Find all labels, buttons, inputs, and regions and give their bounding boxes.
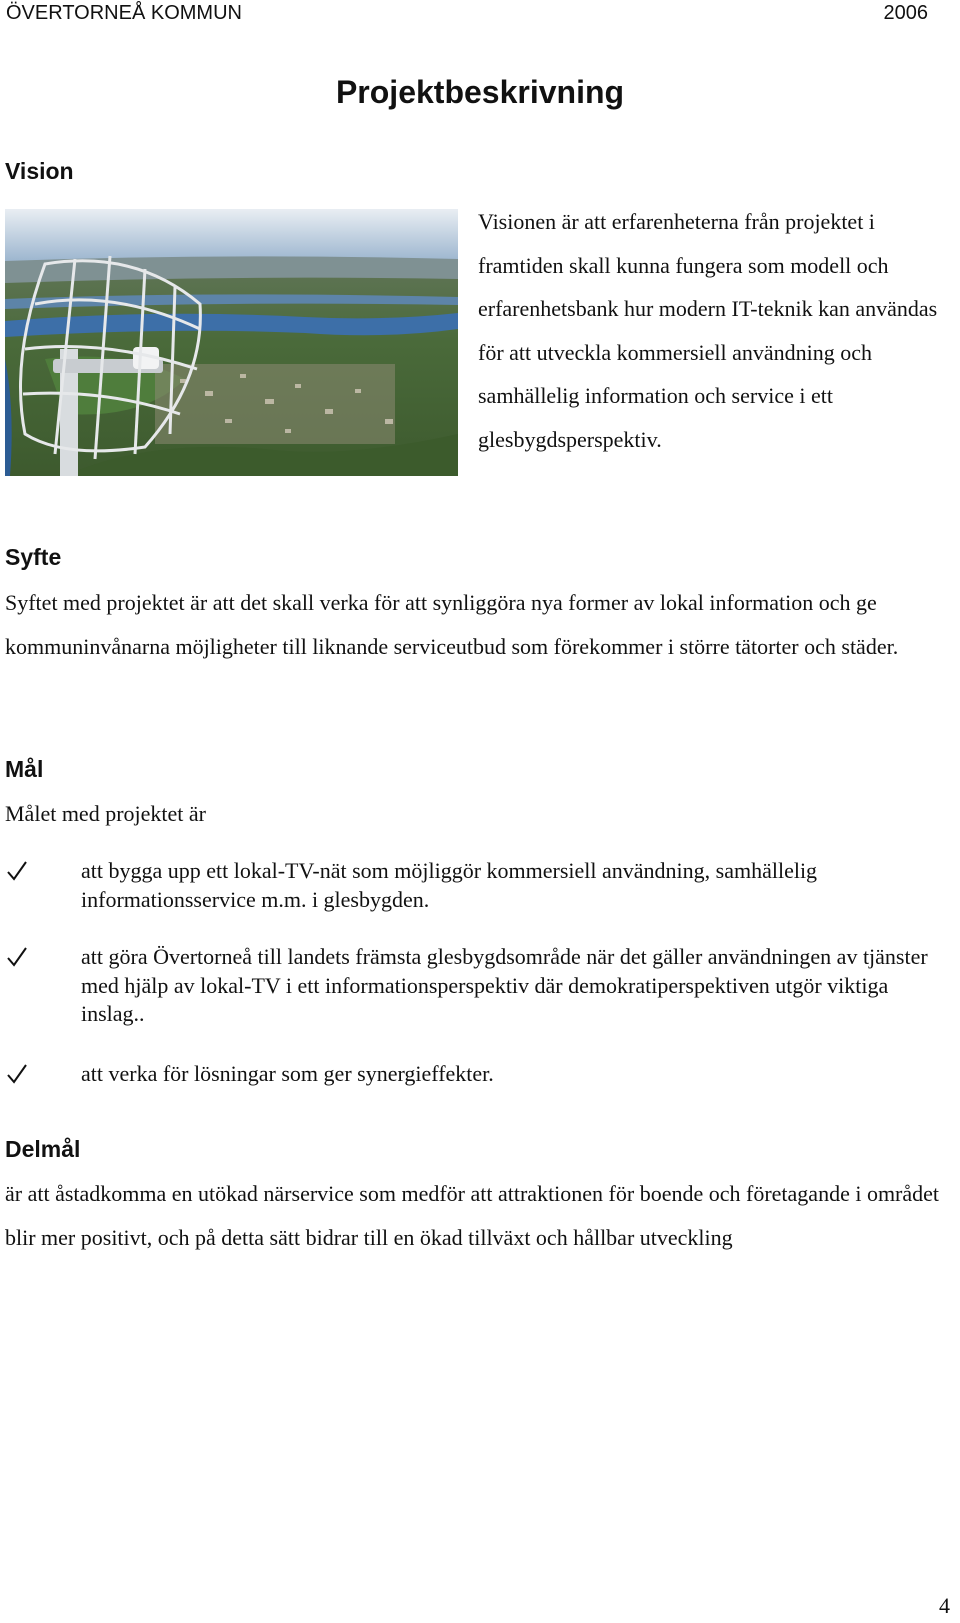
goal-text: att göra Övertorneå till landets främsta glesbygdsområde när det gäller användningen av tjänster med hjälp av lokal-TV i ett informationsperspektiv där demokratiperspektiven utgör viktiga inslag.. bbox=[81, 944, 928, 1026]
syfte-heading: Syfte bbox=[5, 544, 62, 570]
check-icon bbox=[5, 1062, 29, 1086]
page-number: 4 bbox=[939, 1593, 950, 1618]
mal-intro: Målet med projektet är bbox=[5, 801, 206, 826]
check-icon bbox=[5, 945, 29, 969]
mal-heading: Mål bbox=[5, 756, 44, 782]
goal-list-item bbox=[5, 1060, 950, 1089]
goal-text: att verka för lösningar som ger synergieffekter. bbox=[81, 1061, 494, 1086]
goal-list-item bbox=[5, 857, 950, 914]
vision-heading: Vision bbox=[5, 158, 74, 184]
header-organization: ÖVERTORNEÅ KOMMUN bbox=[6, 2, 242, 24]
header-year: 2006 bbox=[883, 2, 928, 24]
check-icon bbox=[5, 859, 29, 883]
goal-list-item bbox=[5, 943, 950, 1029]
delmal-text: är att åstadkomma en utökad närservice som medför att attraktionen för boende och företagande i området blir mer positivt, och på detta sätt bidrar till en ökad tillväxt och hållbar utveckling bbox=[5, 1181, 940, 1250]
vision-text: Visionen är att erfarenheterna från projektet i framtiden skall kunna fungera som modell och erfarenhetsbank hur modern IT-teknik kan användas för att utveckla kommersiell användning och samhällelig information och service i ett glesbygdsperspektiv. bbox=[478, 209, 938, 452]
goal-text: att bygga upp ett lokal-TV-nät som möjliggör kommersiell användning, samhällelig informationsservice m.m. i glesbygden. bbox=[81, 858, 818, 912]
syfte-text: Syftet med projektet är att det skall verka för att synliggöra nya former av lokal information och ge kommuninvånarna möjligheter till liknande serviceutbud som förekommer i större tätorter och städer. bbox=[5, 590, 899, 659]
page-title: Projektbeskrivning bbox=[335, 74, 625, 110]
delmal-heading: Delmål bbox=[5, 1136, 81, 1162]
antenna-landscape-photo bbox=[5, 209, 458, 476]
